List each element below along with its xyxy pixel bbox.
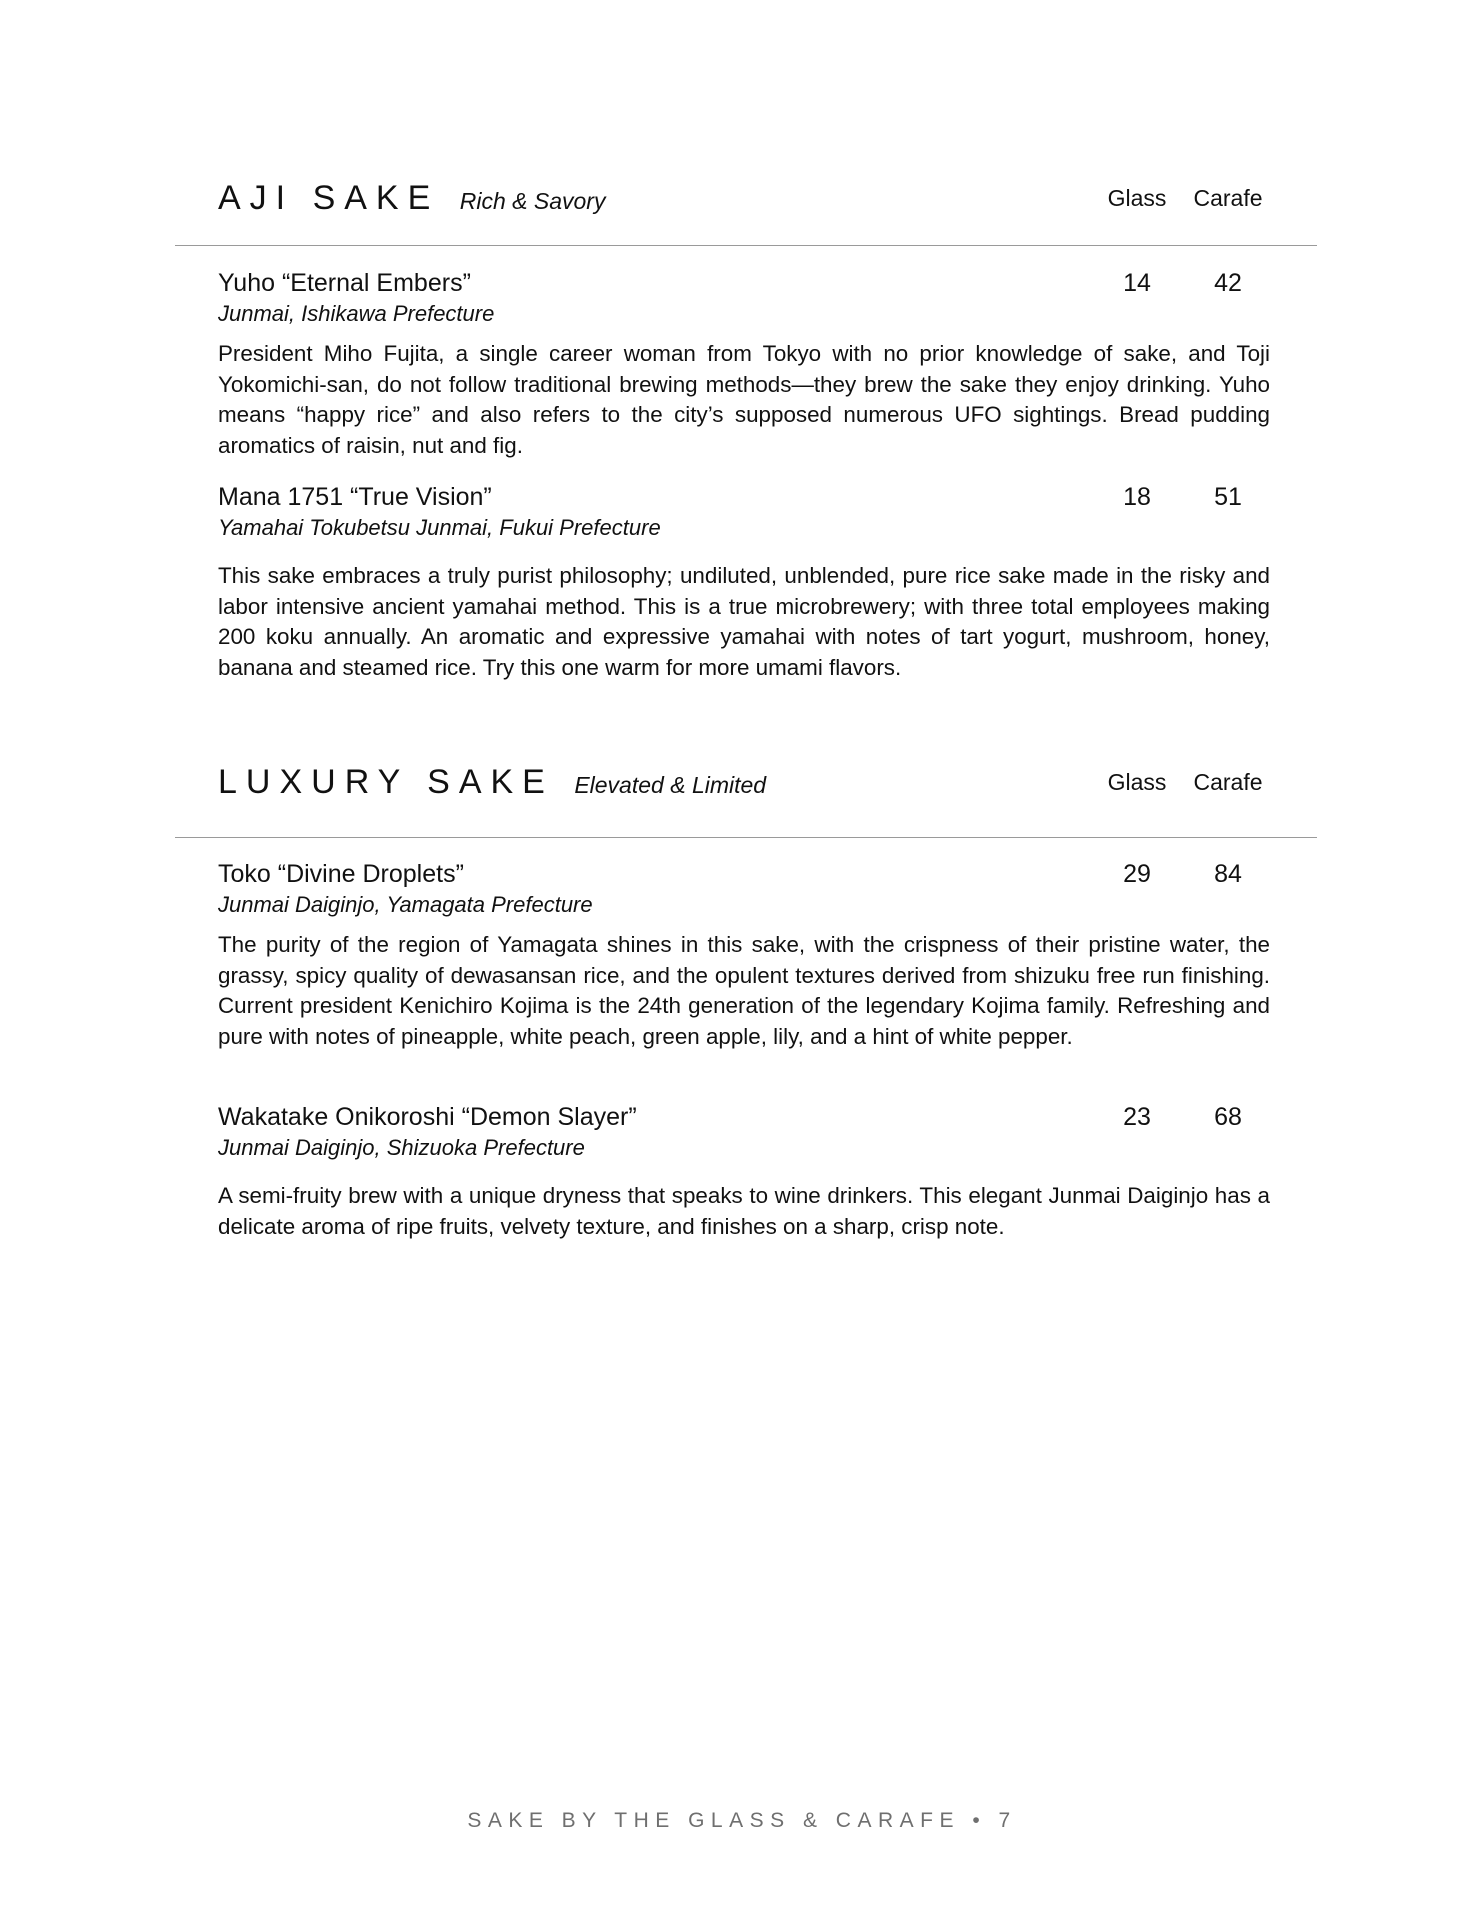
price-carafe: 42 [1214, 269, 1242, 297]
item-name: Toko “Divine Droplets” [218, 860, 464, 888]
column-header-glass: Glass [1107, 185, 1167, 211]
section-header-aji-sake [218, 173, 1266, 223]
item-description: President Miho Fujita, a single career woman from Tokyo with no prior knowledge of sake, and Toji Yokomichi-san, do not follow traditional brewing methods—they brew the sake they enjoy drinking. Yuho means “happy rice” and also refers to the city’s supposed numerous UFO sightings. Bread pudding aromatics of raisin, nut and fig. [218, 341, 1270, 458]
price-glass: 18 [1123, 483, 1151, 511]
section-subtitle: Elevated & Limited [574, 772, 767, 798]
price-carafe: 51 [1214, 483, 1242, 511]
price-carafe: 84 [1214, 860, 1242, 888]
item-description: The purity of the region of Yamagata shines in this sake, with the crispness of their pristine water, the grassy, spicy quality of dewasansan rice, and the opulent textures derived from shizuku free run finishing. Current president Kenichiro Kojima is the 24th generation of the legendary Kojima family. Refreshing and pure with notes of pineapple, white peach, green apple, lily, and a hint of white pepper. [218, 932, 1270, 1049]
price-glass: 14 [1123, 269, 1151, 297]
section-title: AJI SAKE Rich & Savory [218, 179, 606, 217]
item-name: Yuho “Eternal Embers” [218, 269, 471, 297]
price-glass: 29 [1123, 860, 1151, 888]
section-subtitle: Rich & Savory [459, 188, 606, 214]
column-header-glass: Glass [1107, 769, 1167, 795]
item-style: Junmai Daiginjo, Yamagata Prefecture [218, 892, 593, 917]
section-title: LUXURY SAKE Elevated & Limited [218, 763, 767, 801]
item-name: Mana 1751 “True Vision” [218, 483, 492, 511]
item-style: Junmai, Ishikawa Prefecture [218, 301, 495, 326]
column-header-carafe: Carafe [1193, 185, 1263, 211]
page-footer: SAKE BY THE GLASS & CARAFE • 7 [467, 1809, 1017, 1832]
price-carafe: 68 [1214, 1103, 1242, 1131]
section-divider [175, 245, 1317, 246]
price-glass: 23 [1123, 1103, 1151, 1131]
section-header-luxury-sake [218, 757, 1266, 807]
item-description: This sake embraces a truly purist philosophy; undiluted, unblended, pure rice sake made in the risky and labor intensive ancient yamahai method. This is a true microbrewery; with three total employees making 200 koku annually. An aromatic and expressive yamahai with notes of tart yogurt, mushroom, honey, banana and steamed rice. Try this one warm for more umami flavors. [218, 563, 1270, 680]
item-name: Wakatake Onikoroshi “Demon Slayer” [218, 1103, 637, 1131]
item-style: Yamahai Tokubetsu Junmai, Fukui Prefecture [218, 515, 661, 540]
column-header-carafe: Carafe [1193, 769, 1263, 795]
item-description: A semi-fruity brew with a unique dryness that speaks to wine drinkers. This elegant Junmai Daiginjo has a delicate aroma of ripe fruits, velvety texture, and finishes on a sharp, crisp note. [218, 1183, 1270, 1239]
item-style: Junmai Daiginjo, Shizuoka Prefecture [218, 1135, 585, 1160]
section-divider [175, 837, 1317, 838]
